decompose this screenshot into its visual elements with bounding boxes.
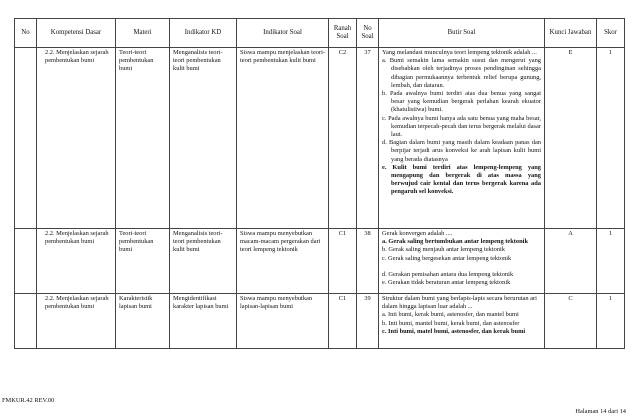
cell-butir-soal bbox=[379, 229, 545, 294]
cell-materi: Karakteristik lapisan bumi bbox=[116, 294, 170, 349]
cell-kunci: E bbox=[545, 48, 597, 229]
header-no-soal: No Soal bbox=[357, 19, 379, 48]
header-row bbox=[15, 19, 625, 48]
option-b: b. Inti bumi, mantel bumi, kerak bumi, dan astenosfer bbox=[382, 319, 520, 327]
cell-kompetensi: 2.2. Menjelaskan sejarah pembentukan bumi bbox=[37, 294, 116, 349]
page-number: Halaman 14 dari 14 bbox=[575, 408, 626, 415]
option-a: a. Bumi semakin lama semakin susut dan mengerut yang disebabkan oleh terjadinya proses pendinginan sehingga dibagian permukaannya terbentuk relief berupa gunung, lembah, dan dataran. bbox=[382, 57, 541, 89]
table-row bbox=[15, 48, 625, 229]
cell-no bbox=[15, 48, 37, 229]
cell-indikator-soal: Siswa mampu menjelaskan teori-teori pembentukan kulit bumi bbox=[237, 48, 329, 229]
option-b: b. Pada awalnya bumi terdiri atas dua benua yang sangat besar yang kemudian bergerak perlahan kearah ekuator (khatulistiwa) bumi. bbox=[382, 90, 541, 114]
option-a-correct: a. Gerak saling bertumbukan antar lempeng tektonik bbox=[382, 238, 528, 246]
option-d: d. Bagian dalam bumi yang masih dalam keadaan panas dan berpijar terjadi arus konveksi ke arah lapisan kulit bumi yang berada diatasnya bbox=[382, 139, 541, 163]
option-e: e. Gerakan tidak beraturan antar lempeng tektonik bbox=[382, 279, 511, 287]
cell-ranah: C1 bbox=[329, 229, 357, 294]
cell-indikator-soal: Siswa mampu menyebutkan macam-macam pergerakan dari teori lempeng tektonik bbox=[237, 229, 329, 294]
header-indikator-soal: Indikator Soal bbox=[237, 19, 329, 48]
cell-ranah: C2 bbox=[329, 48, 357, 229]
cell-kunci: C bbox=[545, 294, 597, 349]
question-text: Gerak konvergen adalah .... bbox=[382, 230, 453, 237]
cell-materi: Teori-teori pembentukan bumi bbox=[116, 229, 170, 294]
cell-no-soal: 37 bbox=[357, 48, 379, 229]
cell-skor: 1 bbox=[597, 229, 625, 294]
cell-skor: 1 bbox=[597, 294, 625, 349]
option-c-correct: c. Inti bumi, matel bumi, astenosfer, dan kerak bumi bbox=[382, 327, 526, 335]
option-a: a. Inti bumi, kerak bumi, astenosfer, dan mantel bumi bbox=[382, 311, 519, 319]
option-e-correct: e. Kulit bumi terdiri atas lempeng-lempeng yang mengapung dan bergerak di atas massa yang berwujud cair kental dan terus bergerak karena ada pengaruh sel konveksi. bbox=[382, 163, 541, 196]
cell-butir-soal bbox=[379, 48, 545, 229]
cell-no bbox=[15, 294, 37, 349]
cell-skor: 1 bbox=[597, 48, 625, 229]
cell-indikator-kd: Mengidentifikasi karakter lapisan bumi bbox=[170, 294, 237, 349]
header-skor: Skor bbox=[597, 19, 625, 48]
cell-indikator-soal: Siswa mampu menyebutkan lapisan-lapisan bumi bbox=[237, 294, 329, 349]
cell-indikator-kd: Menganalisis teori-teori pembentukan kulit bumi bbox=[170, 48, 237, 229]
header-no: No bbox=[15, 19, 37, 48]
cell-ranah: C1 bbox=[329, 294, 357, 349]
cell-butir-soal bbox=[379, 294, 545, 349]
question-text: Struktur dalam bumi yang berlapis-lapis secara berurutan ari dalam hingga lapisan luar adalah ... bbox=[382, 295, 537, 311]
header-kompetensi: Kompetensi Dasar bbox=[37, 19, 116, 48]
question-grid-table bbox=[14, 18, 625, 349]
form-code: FMKUR.42 REV.00 bbox=[2, 397, 55, 404]
option-c: c. Pada awalnya bumi hanya ada satu benua yang maha besar, kemudian terpecah-pecah dan terus bergerak melalui dasar laut. bbox=[382, 114, 541, 139]
header-indikator-kd: Indikator KD bbox=[170, 19, 237, 48]
cell-no bbox=[15, 229, 37, 294]
cell-kompetensi: 2.2. Menjelaskan sejarah pembentukan bumi bbox=[37, 229, 116, 294]
cell-materi: Teori-teori pembentukan bumi bbox=[116, 48, 170, 229]
table-row bbox=[15, 294, 625, 349]
cell-no-soal: 39 bbox=[357, 294, 379, 349]
table-row bbox=[15, 229, 625, 294]
header-butir: Butir Soal bbox=[379, 19, 545, 48]
header-ranah: Ranah Soal bbox=[329, 19, 357, 48]
cell-indikator-kd: Menganalisis teori-teori pembentukan kulit bumi bbox=[170, 229, 237, 294]
header-materi: Materi bbox=[116, 19, 170, 48]
header-kunci: Kunci Jawaban bbox=[545, 19, 597, 48]
option-d: d. Gerakan pemisahan antara dua lempeng tektonik bbox=[382, 270, 514, 278]
option-c: c. Gerak saling bergesekan antar lempeng tektonik bbox=[382, 254, 512, 262]
question-text: Yang melandasi munculnya teori lempeng tektonik adalah ... bbox=[382, 49, 537, 56]
cell-kunci: A bbox=[545, 229, 597, 294]
spacer bbox=[382, 263, 541, 271]
cell-no-soal: 38 bbox=[357, 229, 379, 294]
option-b: b. Gerak saling menjauh antar lempeng tektonik bbox=[382, 246, 505, 254]
cell-kompetensi: 2.2. Menjelaskan sejarah pembentukan bumi bbox=[37, 48, 116, 229]
